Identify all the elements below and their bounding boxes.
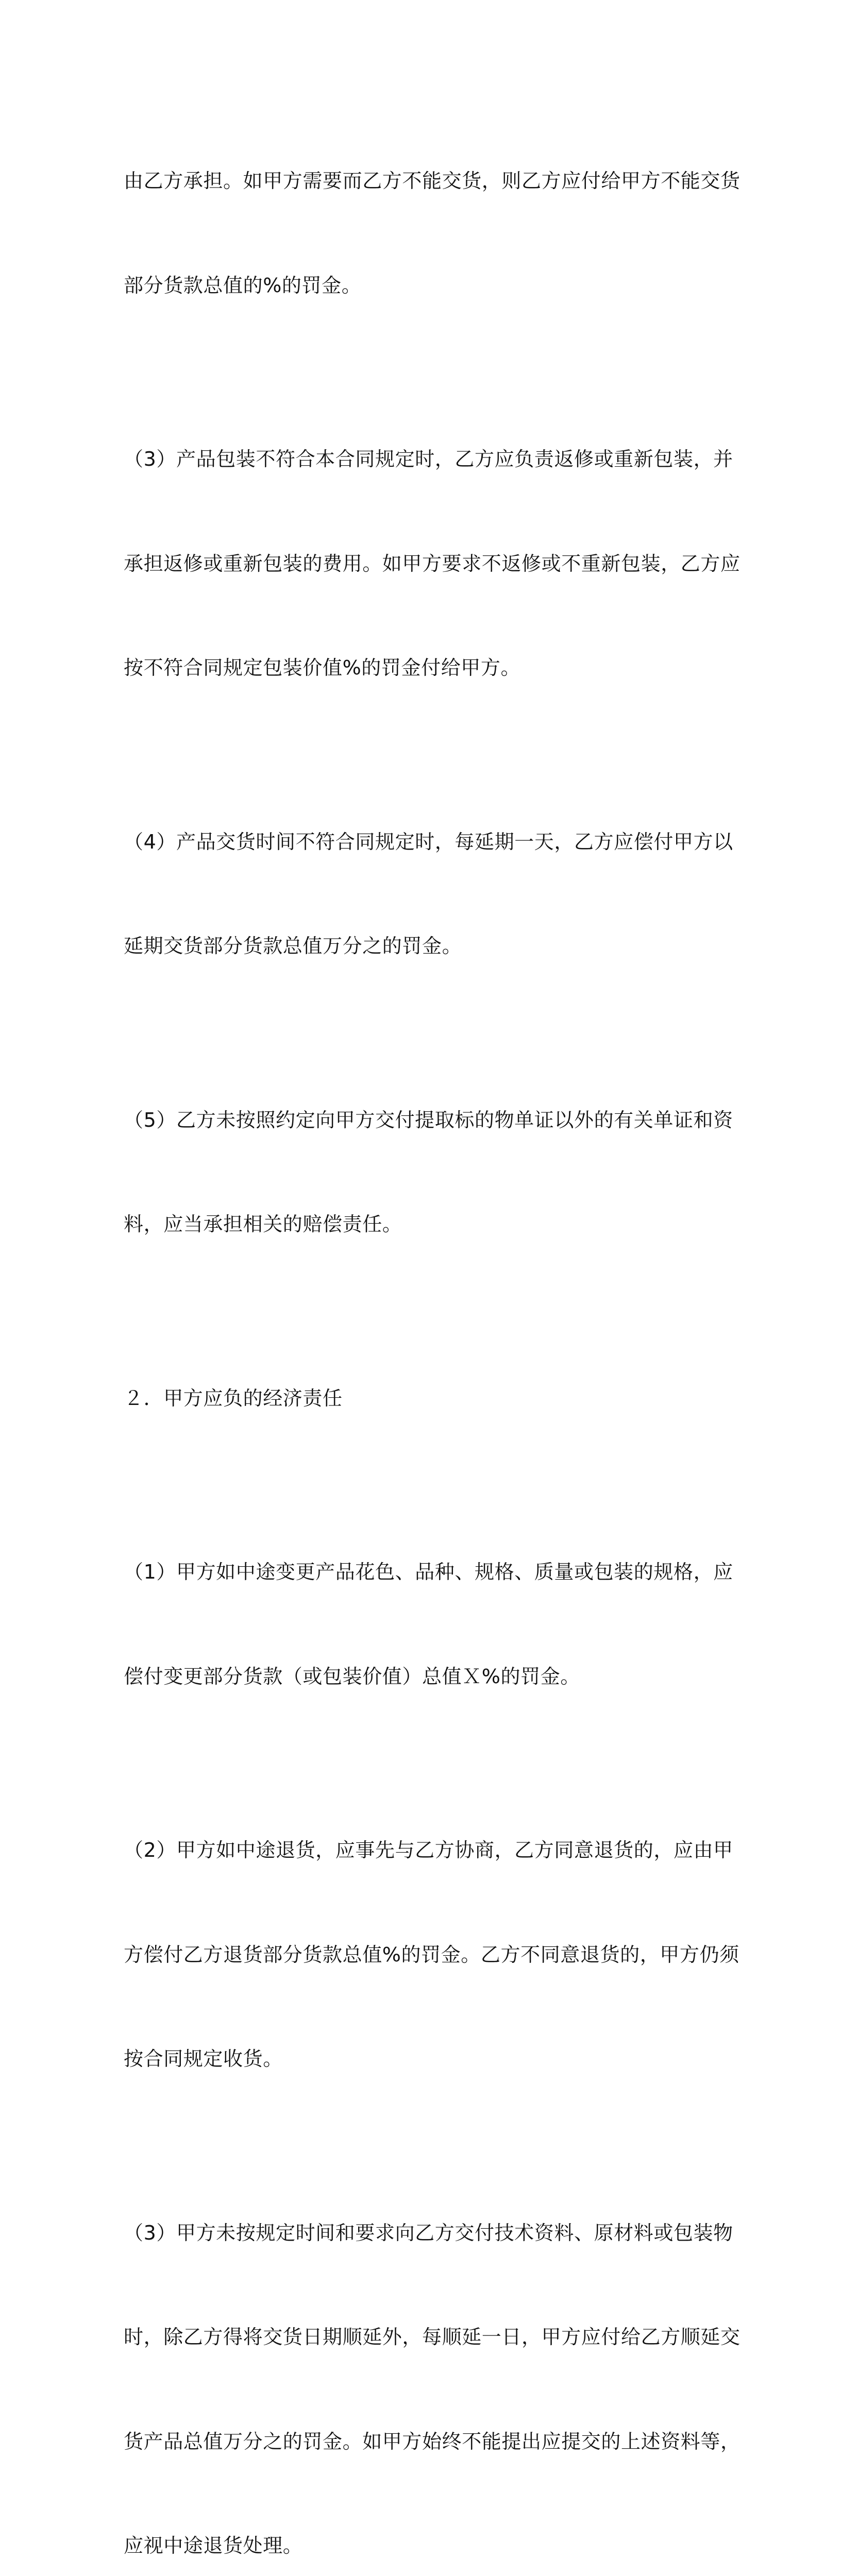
text-line: ２．甲方应负的经济责任 (124, 1381, 716, 1416)
paragraph (124, 1033, 716, 1312)
text-line: 部分货款总值的%的罚金。 (124, 268, 716, 303)
text-line: 按不符合同规定包装价值%的罚金付给甲方。 (124, 651, 716, 686)
paragraph (124, 1764, 716, 2146)
text-line: （5）乙方未按照约定向甲方交付提取标的物单证以外的有关单证和资 (124, 1103, 716, 1138)
text-line: 延期交货部分货款总值万分之的罚金。 (124, 929, 716, 964)
text-line: （1）甲方如中途变更产品花色、品种、规格、质量或包装的规格，应 (124, 1555, 716, 1590)
paragraph (124, 94, 716, 372)
document-page (124, 94, 716, 1022)
text-line: 按合同规定收货。 (124, 2042, 716, 2077)
text-line: 承担返修或重新包装的费用。如甲方要求不返修或不重新包装，乙方应 (124, 547, 716, 582)
paragraph (124, 372, 716, 755)
text-line: 时，除乙方得将交货日期顺延外，每顺延一日，甲方应付给乙方顺延交 (124, 2320, 716, 2355)
paragraph (124, 755, 716, 1033)
text-line: （2）甲方如中途退货，应事先与乙方协商，乙方同意退货的，应由甲 (124, 1833, 716, 1868)
text-line: （4）产品交货时间不符合同规定时，每延期一天，乙方应偿付甲方以 (124, 825, 716, 860)
text-line: 应视中途退货处理。 (124, 2529, 716, 2564)
section-heading (124, 1312, 716, 1486)
paragraph (124, 1485, 716, 1764)
text-line: 偿付变更部分货款（或包装价值）总值Ｘ%的罚金。 (124, 1659, 716, 1694)
text-line: （3）甲方未按规定时间和要求向乙方交付技术资料、原材料或包装物 (124, 2216, 716, 2251)
paragraph (124, 2146, 716, 2576)
text-line: 货产品总值万分之的罚金。如甲方始终不能提出应提交的上述资料等， (124, 2425, 716, 2460)
text-line: 由乙方承担。如甲方需要而乙方不能交货，则乙方应付给甲方不能交货 (124, 164, 716, 199)
text-line: 料，应当承担相关的赔偿责任。 (124, 1207, 716, 1242)
text-line: 方偿付乙方退货部分货款总值%的罚金。乙方不同意退货的，甲方仍须 (124, 1938, 716, 1973)
text-line: （3）产品包装不符合本合同规定时，乙方应负责返修或重新包装，并 (124, 442, 716, 477)
